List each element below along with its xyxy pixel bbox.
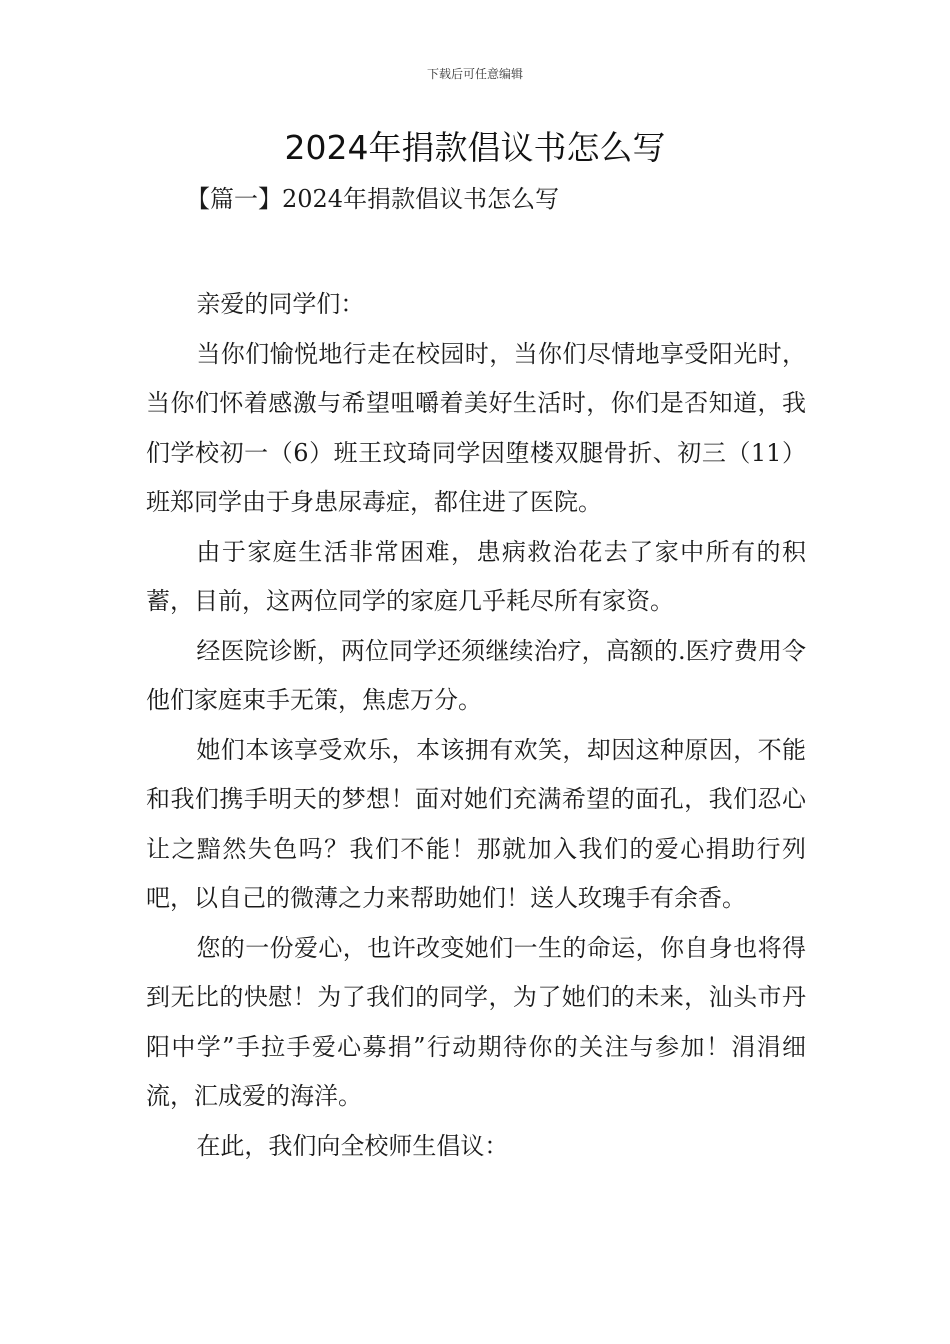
document-title: 2024年捐款倡议书怎么写 [284, 128, 666, 167]
paragraph: 她们本该享受欢乐，本该拥有欢笑，却因这种原因，不能和我们携手明天的梦想！面对她们充满希望的面孔，我们忍心让之黯然失色吗？我们不能！那就加入我们的爱心捐助行列吧，以自己的微薄之力来帮助她们！送人玫瑰手有余香。 [146, 735, 806, 912]
paragraph: 您的一份爱心，也许改变她们一生的命运，你自身也将得到无比的快慰！为了我们的同学，为了她们的未来，汕头市丹阳中学”手拉手爱心募捐”行动期待你的关注与参加！涓涓细流，汇成爱的海洋。 [146, 933, 806, 1110]
page-header-note: 下载后可任意编辑 [426, 67, 523, 81]
paragraph: 经医院诊断，两位同学还须继续治疗，高额的.医疗费用令他们家庭束手无策，焦虑万分。 [146, 636, 806, 714]
paragraph-proposal-intro: 在此，我们向全校师生倡议： [196, 1131, 509, 1160]
paragraph: 由于家庭生活非常困难，患病救治花去了家中所有的积蓄，目前，这两位同学的家庭几乎耗尽所有家资。 [146, 537, 806, 615]
paragraph: 当你们愉悦地行走在校园时，当你们尽情地享受阳光时，当你们怀着感激与希望咀嚼着美好生活时，你们是否知道，我们学校初一（6）班王玟琦同学因堕楼双腿骨折、初三（11）班郑同学由于身患尿毒症，都住进了医院。 [146, 339, 806, 516]
paragraph-salutation: 亲爱的同学们： [196, 290, 365, 318]
section-heading: 【篇一】2024年捐款倡议书怎么写 [186, 185, 560, 213]
document-body [146, 280, 806, 1171]
